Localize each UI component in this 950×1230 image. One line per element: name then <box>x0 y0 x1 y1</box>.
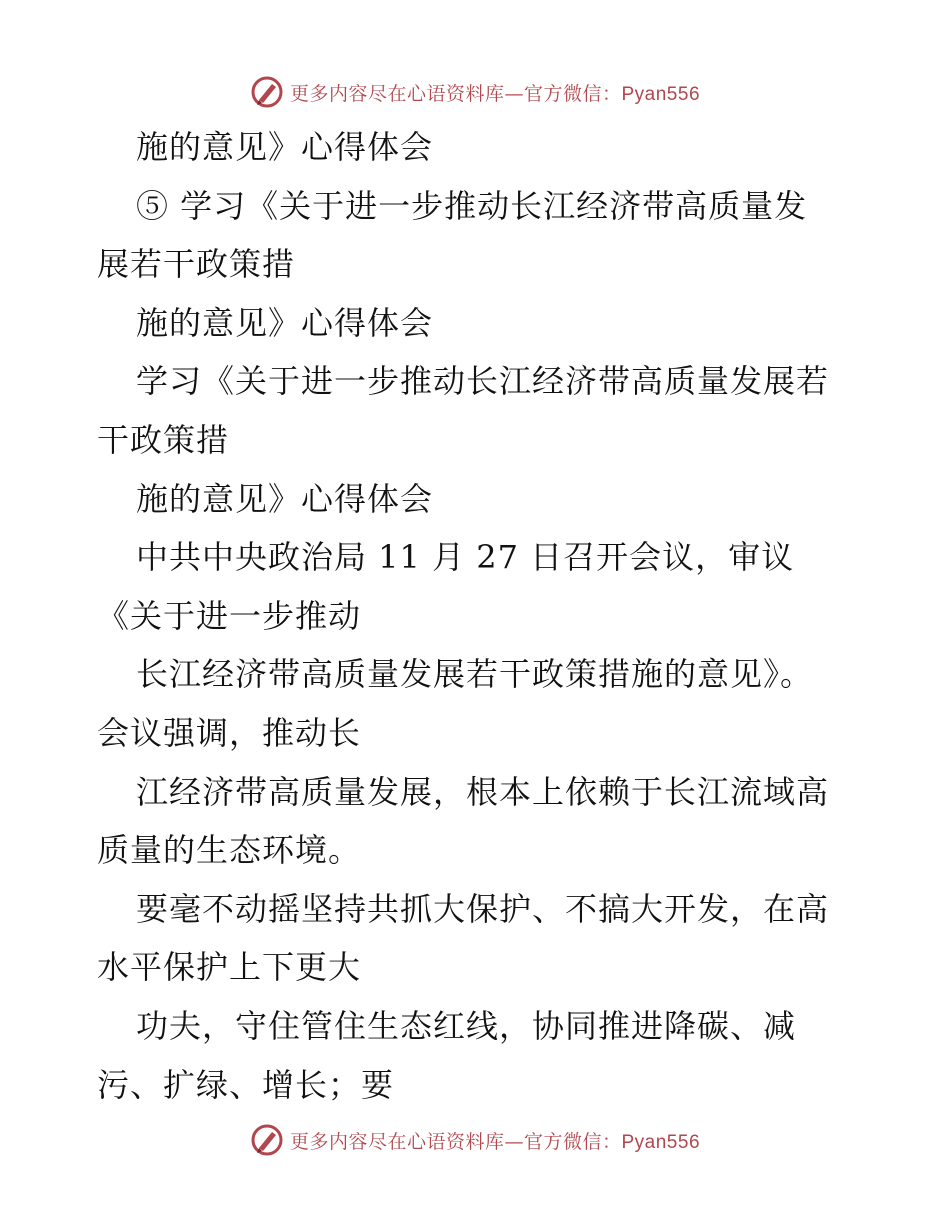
text-line: 污、扩绿、增长；要 <box>97 1065 395 1104</box>
pen-logo-icon <box>250 75 284 109</box>
text-line: 质量的生态环境。 <box>97 831 362 870</box>
text-line: 江经济带高质量发展，根本上依赖于长江流域高 <box>136 772 830 811</box>
footer-banner <box>0 1120 950 1160</box>
text-line: 《关于进一步推动 <box>97 596 362 635</box>
header-wechat-id: Pyan556 <box>621 83 701 105</box>
text-line: 功夫，守住管住生态红线，协同推进降碳、减 <box>136 1006 797 1045</box>
text-line: 施的意见》心得体会 <box>136 128 434 166</box>
text-line: 中共中央政治局 11 月 27 日召开会议，审议 <box>136 538 795 577</box>
text-line: 干政策措 <box>97 420 230 459</box>
text-line: 学习《关于进一步推动长江经济带高质量发展若 <box>136 362 830 401</box>
text-line: 水平保护上下更大 <box>97 948 362 987</box>
text-line: 要毫不动摇坚持共抓大保护、不搞大开发，在高 <box>136 889 830 928</box>
text-line: 长江经济带高质量发展若干政策措施的意见》。 <box>136 655 814 694</box>
pen-logo-icon <box>250 1123 284 1157</box>
footer-banner-label: 更多内容尽在心语资料库—官方微信： <box>289 1130 622 1153</box>
text-line: 施的意见》心得体会 <box>136 479 434 518</box>
header-banner-text <box>290 79 700 106</box>
footer-banner-text <box>290 1127 700 1154</box>
text-line: 展若干政策措 <box>97 245 296 284</box>
footer-wechat-id: Pyan556 <box>621 1131 701 1153</box>
text-line: ⑤ 学习《关于进一步推动长江经济带高质量发 <box>136 186 808 225</box>
document-body <box>97 118 857 1114</box>
text-line: 会议强调，推动长 <box>97 713 362 752</box>
text-line: 施的意见》心得体会 <box>136 303 434 342</box>
header-banner <box>0 72 950 112</box>
header-banner-label: 更多内容尽在心语资料库—官方微信： <box>289 82 622 105</box>
